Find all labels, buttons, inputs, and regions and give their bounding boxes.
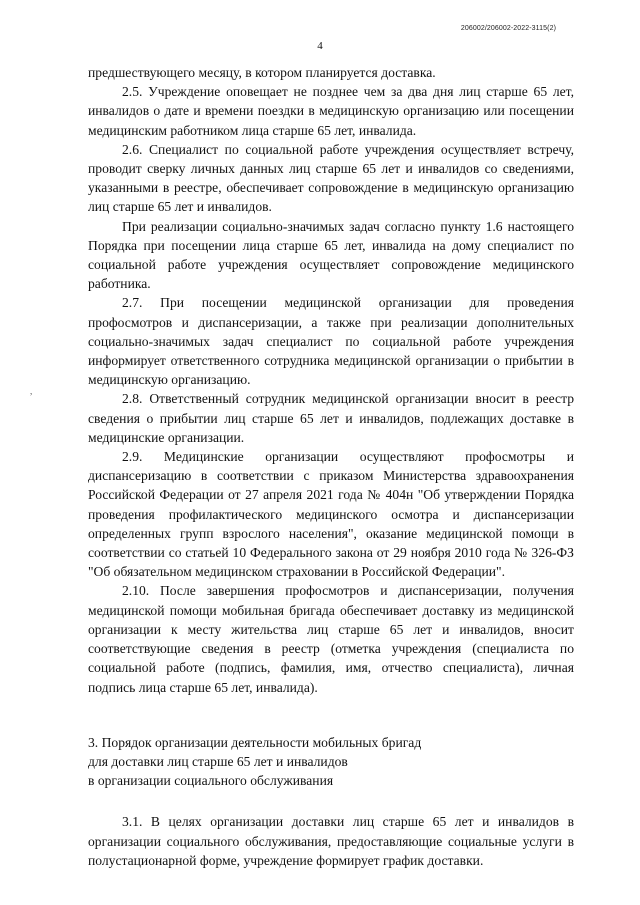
paragraph-2-6-addendum: При реализации социально-значимых задач согласно пункту 1.6 настоящего Порядка при посещении лица старше 65 лет, инвалида на дому специалист по социальной работе учреждения осуществляет сопровождение медицинского работника. xyxy=(88,218,574,292)
section-3-heading-line-1: 3. Порядок организации деятельности мобильных бригад xyxy=(88,734,422,750)
paragraph-continuation: предшествующего месяцу, в котором планируется доставка. xyxy=(88,65,436,80)
paragraph-2-8: 2.8. Ответственный сотрудник медицинской организации вносит в реестр сведения о прибытии лиц старше 65 лет и инвалидов, подлежащих доставке в медицинские организации. xyxy=(88,391,574,445)
paragraph-3-1: 3.1. В целях организации доставки лиц старше 65 лет и инвалидов в организации социального обслуживания, предоставляющие социальные услуги в полустационарной форме, учреждение формирует график доставки. xyxy=(88,814,574,868)
section-3-heading-line-2: для доставки лиц старше 65 лет и инвалидов xyxy=(88,753,348,769)
paragraph-2-9: 2.9. Медицинские организации осуществляют профосмотры и диспансеризацию в соответствии с приказом Министерства здравоохранения Российской Федерации от 27 апреля 2021 года № 404н "Об утверждении Порядка проведения профилактического медицинского осмотра и диспансеризации определенных групп взрослого населения", оказание медицинской помощи в соответствии со статьей 10 Федерального закона от 29 ноября 2010 года № 326-ФЗ "Об обязательном медицинском страховании в Российской Федерации". xyxy=(88,449,574,580)
paragraph-2-7: 2.7. При посещении медицинской организации для проведения профосмотров и диспансеризации, а также при реализации дополнительных социально-значимых задач специалист по социальной работе учреждения информирует ответственного сотрудника медицинской организации о прибытии в медицинскую организацию. xyxy=(88,295,574,388)
paragraph-2-10: 2.10. После завершения профосмотров и диспансеризации, получения медицинской помощи мобильная бригада обеспечивает доставку из медицинской организации к месту жительства лиц старше 65 лет и инвалидов, вносит соответствующие сведения в реестр (отметка учреждения (специалиста по социальной работе (подпись, фамилия, имя, отчество специалиста), личная подпись лица старше 65 лет, инвалида). xyxy=(88,583,574,695)
margin-mark: , xyxy=(30,386,33,396)
document-body xyxy=(88,63,574,870)
spacer xyxy=(88,790,574,812)
paragraph-2-6: 2.6. Специалист по социальной работе учреждения осуществляет встречу, проводит сверку личных данных лиц старше 65 лет и инвалидов со сведениями, указанными в реестре, обеспечивает сопровождение в медицинскую организацию лиц старше 65 лет и инвалидов. xyxy=(88,141,574,215)
section-3-heading-line-3: в организации социального обслуживания xyxy=(88,773,334,789)
spacer xyxy=(88,697,574,733)
page-number: 4 xyxy=(317,40,323,52)
document-id: 206002/206002-2022-3115(2) xyxy=(460,25,556,32)
paragraph-2-5: 2.5. Учреждение оповещает не позднее чем за два дня лиц старше 65 лет, инвалидов о дате и времени поездки в медицинскую организацию или посещении медицинским работником лица старше 65 лет, инвалида. xyxy=(88,84,574,138)
